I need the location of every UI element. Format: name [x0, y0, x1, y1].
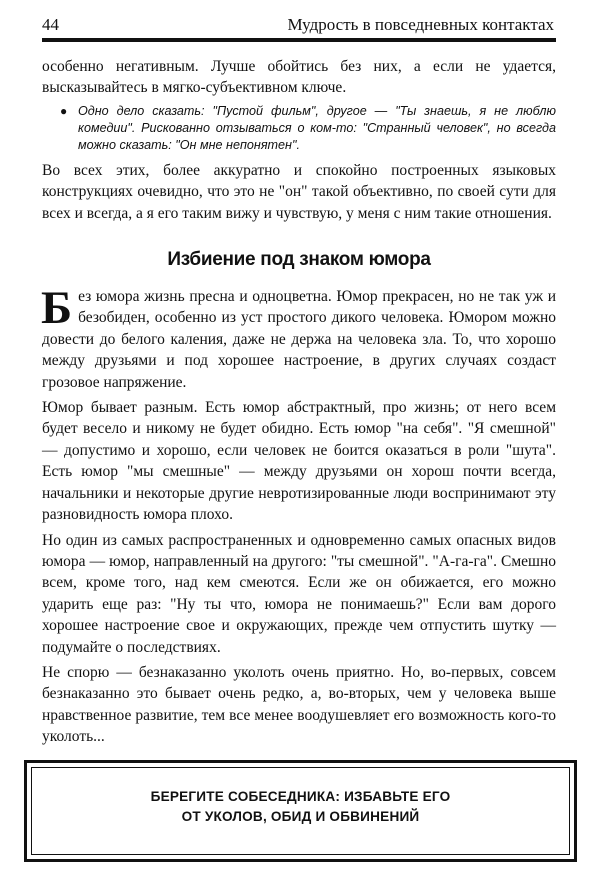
bullet-dot-icon: ● — [60, 103, 68, 118]
section-paragraph-2: Юмор бывает разным. Есть юмор абстрактный, про жизнь; от него всем будет весело и никому не будет обидно. Есть юмор "на себя". "Я смешной" — допустимо и хорошо, если человек не боится оказаться в роли "шута". Есть юмор "мы смешные" — между друзьями он хорош почти всегда, начальники и некоторые другие невротизированные люди воспринимают эту разновидность юмора плохо. — [42, 399, 556, 524]
running-title: Мудрость в повседневных контактах — [287, 15, 554, 34]
example-bullet — [42, 103, 556, 154]
callout-text — [32, 787, 569, 827]
drop-cap: Б — [41, 282, 73, 335]
callout-line-2: ОТ УКОЛОВ, ОБИД И ОБВИНЕНИЙ — [181, 809, 420, 824]
intro-paragraph-2: Во всех этих, более аккуратно и спокойно построенных языковых конструкциях очевидно, что это не "он" такой объективно, по своей сути для всех и всегда, а я его таким вижу и чувствую, у меня с ним такие отношения. — [42, 161, 556, 222]
page-number: 44 — [42, 15, 59, 34]
callout-box — [24, 760, 577, 862]
intro-paragraph: особенно негативным. Лучше обойтись без них, а если не удается, высказывайтесь в мягко-субъективном ключе. — [42, 58, 556, 97]
header-rule — [42, 38, 556, 42]
section-heading: Избиение под знаком юмора — [167, 249, 431, 271]
callout-line-1: БЕРЕГИТЕ СОБЕСЕДНИКА: ИЗБАВЬТЕ ЕГО — [150, 789, 451, 804]
section-paragraph-1-text: ез юмора жизнь пресна и одноцветна. Юмор прекрасен, но не так уж и безобиден, особенно из уст простого дикого человека. Юмором можно довести до белого каления, даже не держа на человека зла. То, что хорошо между друзьями и под хорошее настроение, в других случаях создаст грозовое напряжение. — [42, 288, 556, 391]
page-header — [42, 14, 556, 38]
section-paragraph-1 — [41, 282, 556, 393]
section-paragraph-4: Не спорю — безнаказанно уколоть очень приятно. Но, во-первых, совсем безнаказанно это бывает очень редко, а, во-вторых, чем у человека выше нравственное развитие, тем все менее воодушевляет его возможность кого-то уколоть... — [42, 663, 556, 746]
page-body — [42, 56, 556, 752]
section-paragraph-3: Но один из самых распространенных и одновременно самых опасных видов юмора — юмор, направленный на другого: "ты смешной". "А-га-га". Смешно всем, кроме того, над кем смеются. Если же он обижается, его можно ударить еще раз: "Ну ты что, юмора не понимаешь?" Если вам дорого хорошее настроение свое и окружающих, прежде чем отпустить шутку — подумайте о последствиях. — [42, 531, 556, 656]
callout-inner-frame — [31, 767, 570, 855]
example-bullet-text: Одно дело сказать: "Пустой фильм", другое — "Ты знаешь, я не люблю комедии". Рискованно отзываться о ком-то: "Странный человек", но всегда можно сказать: "Он мне непонятен". — [78, 103, 556, 152]
